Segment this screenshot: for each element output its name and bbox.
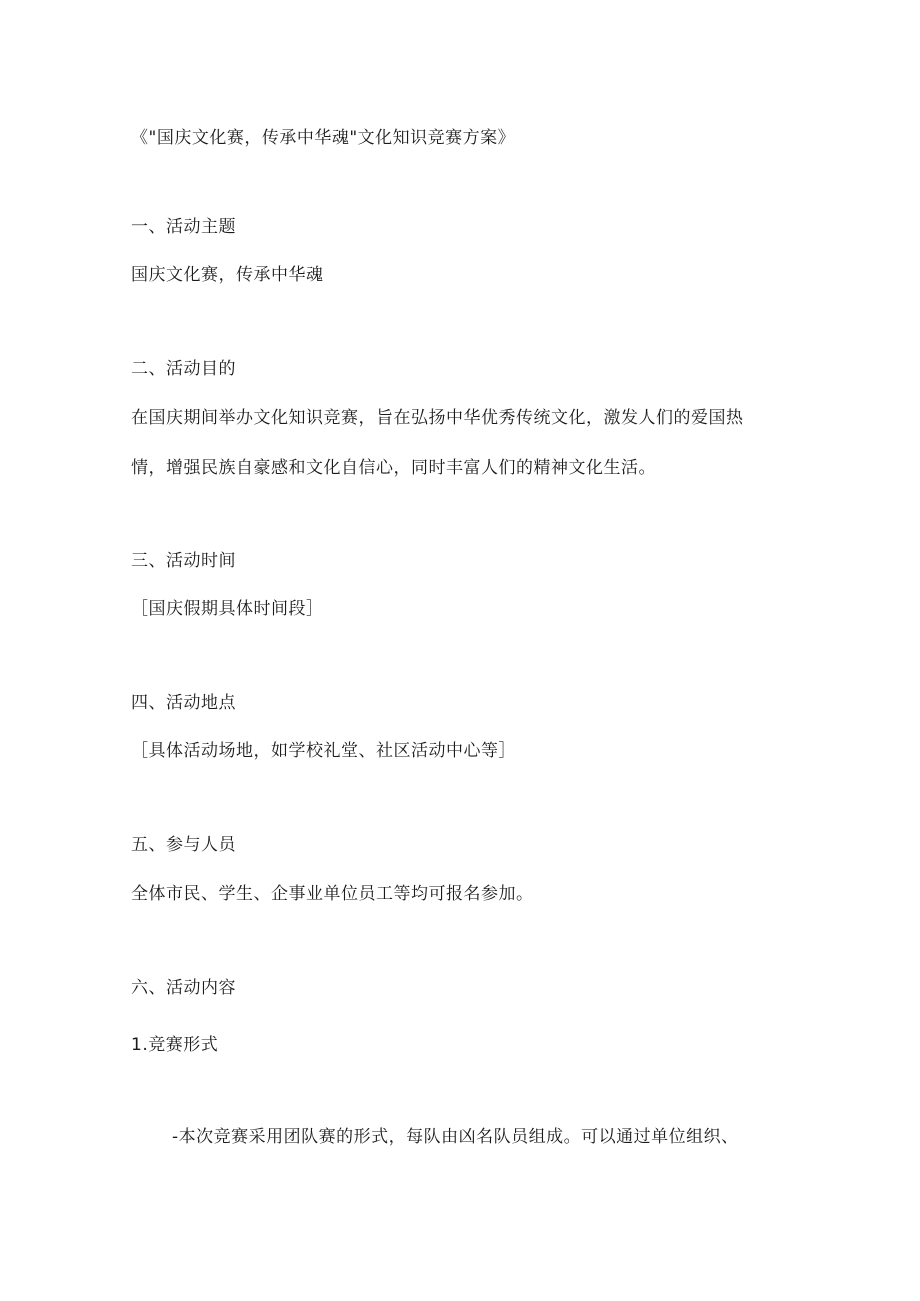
document-title: 《"国庆文化赛，传承中华魂"文化知识竞赛方案》 [131, 128, 516, 148]
section-text-location: ［具体活动场地，如学校礼堂、社区活动中心等］ [131, 741, 516, 761]
section-heading-purpose: 二、活动目的 [131, 359, 236, 379]
section-heading-content: 六、活动内容 [131, 978, 236, 998]
section-text-purpose-line1: 在国庆期间举办文化知识竞赛，旨在弘扬中华优秀传统文化，激发人们的爱国热 [131, 408, 744, 428]
section-text-theme: 国庆文化赛，传承中华魂 [131, 265, 324, 285]
section-text-format: -本次竞赛采用团队赛的形式，每队由凶名队员组成。可以通过单位组织、 [172, 1127, 739, 1147]
section-heading-time: 三、活动时间 [131, 551, 236, 571]
section-text-purpose-line2: 情，增强民族自豪感和文化自信心，同时丰富人们的精神文化生活。 [131, 458, 656, 478]
section-heading-location: 四、活动地点 [131, 693, 236, 713]
section-text-time: ［国庆假期具体时间段］ [131, 599, 324, 619]
section-subheading-format: 1.竞赛形式 [131, 1035, 219, 1055]
section-heading-theme: 一、活动主题 [131, 217, 236, 237]
section-heading-participants: 五、参与人员 [131, 835, 236, 855]
section-text-participants: 全体市民、学生、企事业单位员工等均可报名参加。 [131, 884, 534, 904]
